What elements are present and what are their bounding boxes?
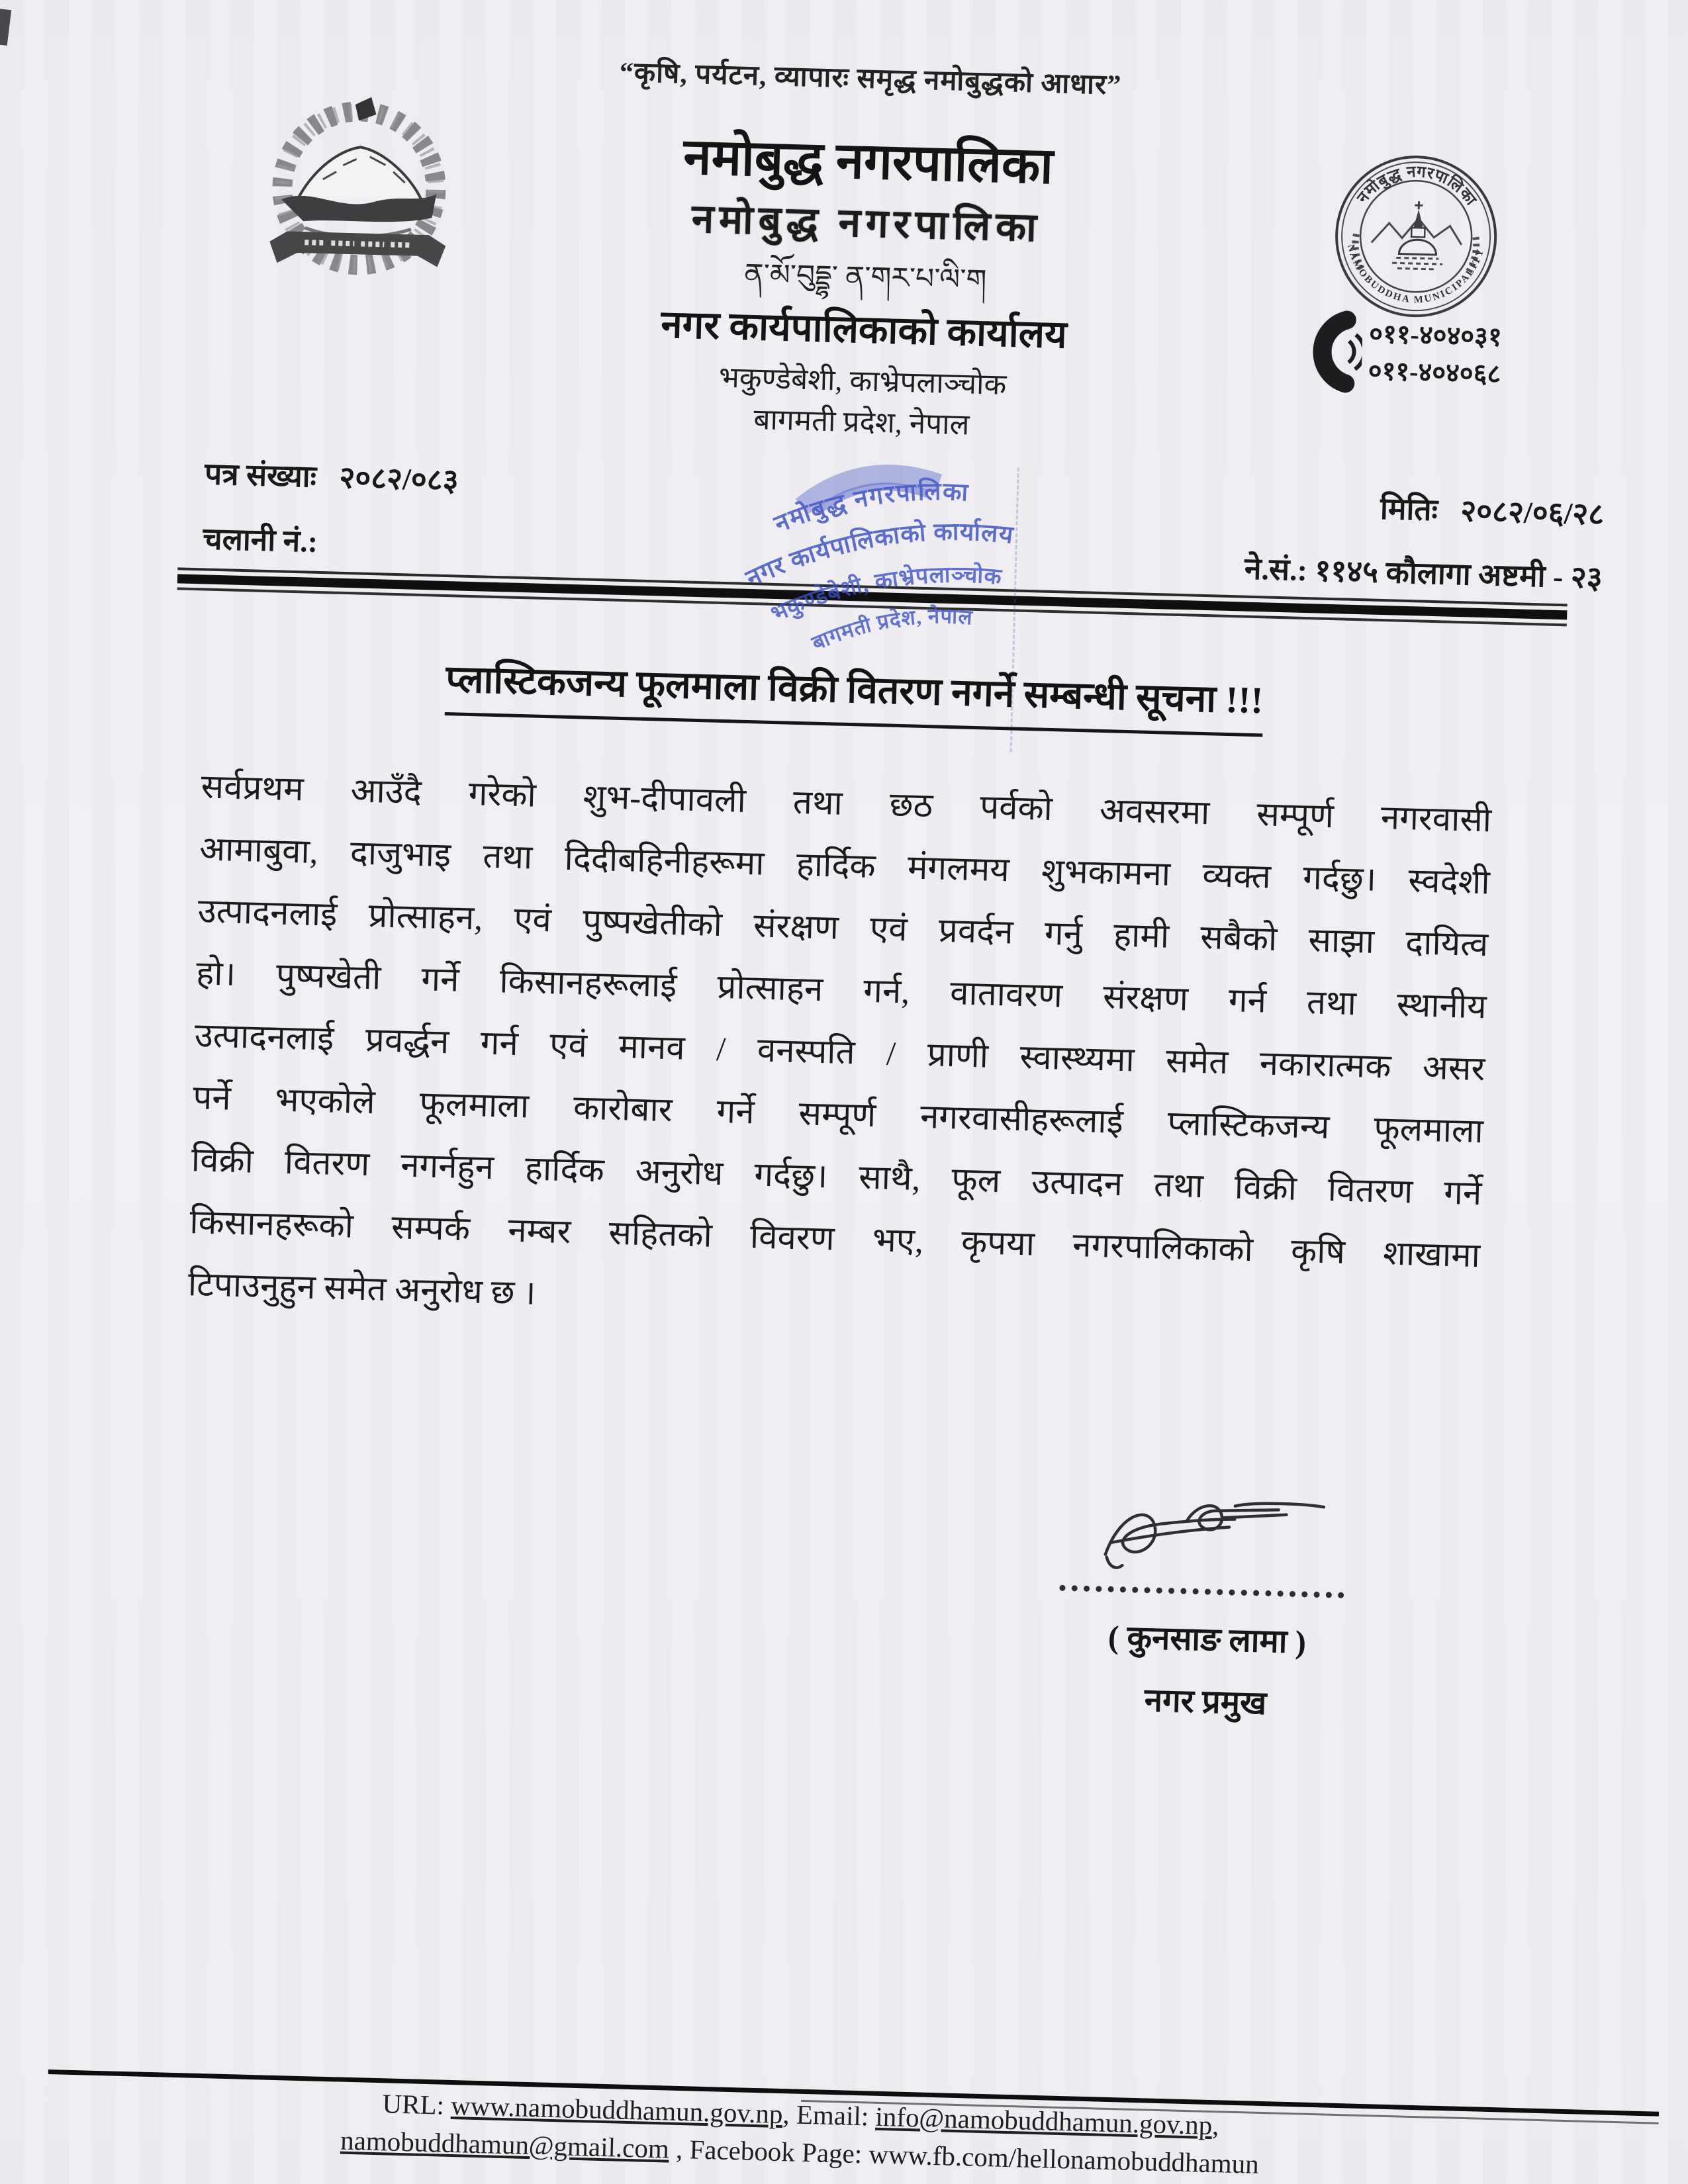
municipality-name-tibetan-script: ན་མོ་བུདྡྷ་ ན་གར་པ་ལི་ག bbox=[743, 257, 987, 297]
body-line: सर्वप्रथम आउँदै गरेको शुभ-दीपावली तथा छठ पर्वको अवसरमा सम्पूर्ण नगरवासी bbox=[200, 768, 1492, 840]
footer-line1-end: , bbox=[1211, 2110, 1220, 2141]
body-line: उत्पादनलाई प्रवर्द्धन गर्न एवं मानव / वनस्पति / प्राणी स्वास्थ्यमा समेत नकारात्मक असर bbox=[194, 1017, 1485, 1089]
emblem-banner-ribbon bbox=[269, 231, 446, 267]
date-row bbox=[1008, 479, 1605, 535]
url-label: URL: bbox=[382, 2088, 451, 2120]
dispatch-number-label: चलानी नं.: bbox=[202, 522, 318, 559]
body-line: टिपाउनुहुन समेत अनुरोध छ । bbox=[187, 1266, 537, 1312]
phone-contact bbox=[1308, 310, 1575, 398]
stamp-line-3: भकुण्डेबेशी, काभ्रेपलाञ्चोक bbox=[767, 563, 1004, 627]
seal-top-text: नमोबुद्ध नगरपालिका bbox=[1354, 163, 1480, 210]
stamp-line-4: बागमती प्रदेश, नेपाल bbox=[808, 604, 974, 655]
url-link: www.namobuddhamun.gov.np bbox=[450, 2089, 784, 2130]
signatory-title: नगर प्रमुख bbox=[1144, 1682, 1267, 1722]
date-label: मितिः bbox=[1380, 491, 1438, 527]
dispatch-number-row bbox=[203, 519, 457, 565]
letter-body bbox=[187, 756, 1492, 1349]
phone-number-1: ०११-४०४०३१ bbox=[1368, 318, 1503, 352]
phone-number-2: ०११-४०४०६८ bbox=[1368, 355, 1501, 389]
letter-number-row bbox=[204, 454, 459, 500]
email-label: , Email: bbox=[782, 2099, 876, 2132]
signature-scribble bbox=[1086, 1488, 1354, 1594]
gmail-link: namobuddhamun@gmail.com bbox=[340, 2124, 670, 2164]
reference-block bbox=[203, 454, 459, 565]
facebook-link: www.fb.com/hellonamobuddhamun bbox=[868, 2138, 1260, 2179]
nepal-sambat-row: ने.सं.: ११४५ कौलागा अष्टमी - २३ bbox=[1244, 551, 1603, 595]
municipality-seal-icon bbox=[1331, 152, 1501, 321]
date-value: २०८२/०६/२८ bbox=[1460, 494, 1605, 531]
letter-number-label: पत्र संख्याः bbox=[204, 457, 317, 494]
stamp-line-1: नमोबुद्ध नगरपालिका bbox=[771, 478, 970, 539]
letterhead bbox=[497, 122, 1233, 451]
phone-icon bbox=[1308, 310, 1363, 393]
date-block bbox=[1006, 479, 1605, 598]
subject-heading: प्लास्टिकजन्य फूलमाला विक्री वितरण नगर्ने सम्बन्धी सूचना !!! bbox=[445, 651, 1264, 737]
signatory-name: ( कुनसाङ लामा ) bbox=[1107, 1618, 1307, 1661]
motto-tagline: “कृषि, पर्यटन, व्यापारः समृद्ध नमोबुद्धको आधार” bbox=[619, 57, 1122, 101]
municipality-name: नमोबुद्ध नगरपालिका bbox=[682, 129, 1055, 195]
seal-bottom-text: NAMOBUDDHA MUNICIPALITY bbox=[1344, 243, 1487, 306]
everest-peak-mark bbox=[355, 97, 377, 121]
body-line: पर्ने भएकोले फूलमाला कारोबार गर्ने सम्पूर्ण नगरवासीहरूलाई प्लास्टिकजन्य फूलमाला bbox=[192, 1079, 1484, 1151]
email-link: info@namobuddhamun.gov.np bbox=[874, 2101, 1213, 2141]
office-stamp bbox=[708, 427, 1051, 674]
facebook-label: , Facebook Page: bbox=[669, 2133, 870, 2169]
address-line-1: भकुण्डेबेशी, काभ्रेपलाञ्चोक bbox=[718, 361, 1007, 402]
stamp-line-2: नगर कार्यपालिकाको कार्यालय bbox=[742, 518, 1015, 593]
address-line-2: बागमती प्रदेश, नेपाल bbox=[753, 403, 970, 441]
scan-edge-artifact bbox=[0, 9, 11, 46]
nepal-emblem-icon bbox=[240, 85, 477, 302]
body-line: आमाबुवा, दाजुभाइ तथा दिदीबहिनीहरूमा हार्दिक मंगलमय शुभकामना व्यक्त गर्दछु। स्वदेशी bbox=[199, 831, 1491, 902]
body-line: विक्री वितरण नगर्नहुन हार्दिक अनुरोध गर्दछु। साथै, फूल उत्पादन तथा विक्री वितरण गर्ने bbox=[191, 1142, 1483, 1213]
body-line: हो। पुष्पखेती गर्ने किसानहरूलाई प्रोत्साहन गर्न, वातावरण संरक्षण गर्न तथा स्थानीय bbox=[195, 955, 1487, 1026]
letter-number-value: २०८२/०८३ bbox=[338, 460, 459, 498]
body-line: उत्पादनलाई प्रोत्साहन, एवं पुष्पखेतीको संरक्षण एवं प्रवर्दन गर्नु हामी सबैको साझा दायित्व bbox=[197, 893, 1489, 964]
body-line: किसानहरूको सम्पर्क नम्बर सहितको विवरण भए, कृपया नगरपालिकाको कृषि शाखामा bbox=[189, 1204, 1481, 1275]
office-name: नगर कार्यपालिकाको कार्यालय bbox=[660, 302, 1068, 357]
municipality-name-ranjana-script: नमोबुद्ध नगरपालिका bbox=[691, 197, 1043, 250]
